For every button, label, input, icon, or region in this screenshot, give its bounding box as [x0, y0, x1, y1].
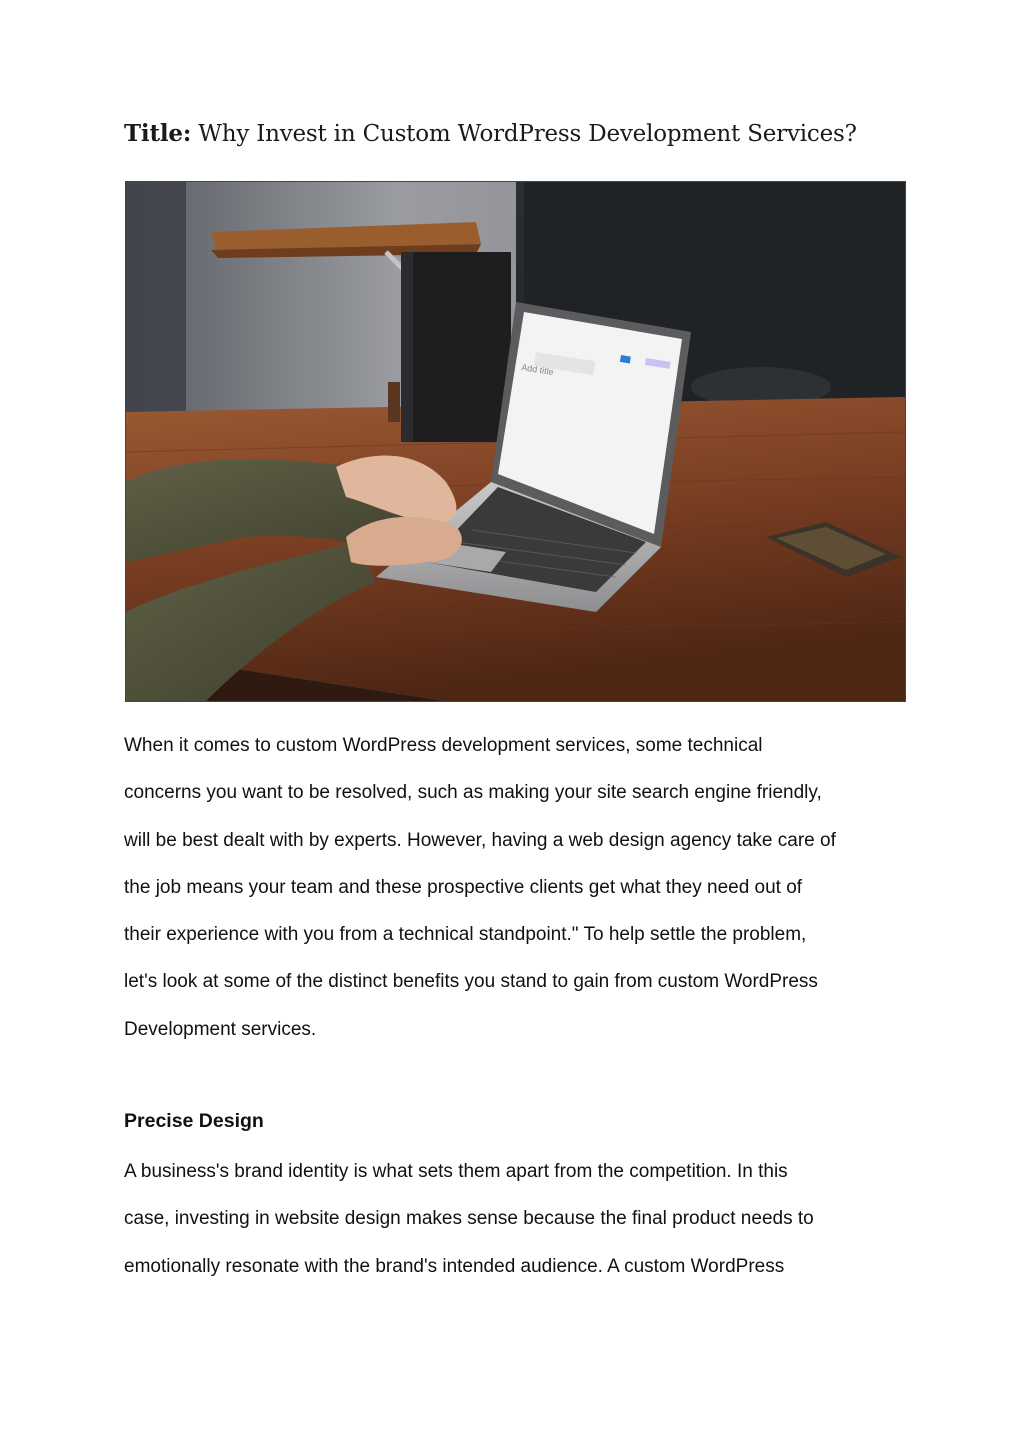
intro-line: the job means your team and these prospective clients get what they need out of [124, 876, 803, 898]
hero-photo [125, 181, 906, 702]
intro-line: Development services. [124, 1018, 317, 1040]
intro-line: let's look at some of the distinct benefits you stand to gain from custom WordPress [124, 971, 818, 993]
hero-photo-illustration [126, 182, 905, 701]
section-line: emotionally resonate with the brand's intended audience. A custom WordPress [124, 1255, 785, 1277]
intro-line: concerns you want to be resolved, such as making your site search engine friendly, [124, 782, 822, 804]
title-text: Why Invest in Custom WordPress Development Services? [198, 121, 857, 147]
title-label: Title: [124, 120, 192, 147]
intro-paragraph [124, 722, 914, 1053]
intro-line: will be best dealt with by experts. However, having a web design agency take care of [124, 829, 836, 851]
document-title [124, 120, 924, 147]
laptop-screen-text: Add title [520, 362, 555, 378]
section-line: case, investing in website design makes sense because the final product needs to [124, 1208, 814, 1230]
intro-line: their experience with you from a technical standpoint." To help settle the problem, [124, 924, 807, 946]
section-paragraph [124, 1148, 914, 1290]
section-heading: Precise Design [124, 1110, 264, 1132]
intro-line: When it comes to custom WordPress development services, some technical [124, 735, 763, 756]
section-line: A business's brand identity is what sets them apart from the competition. In this [124, 1161, 788, 1182]
